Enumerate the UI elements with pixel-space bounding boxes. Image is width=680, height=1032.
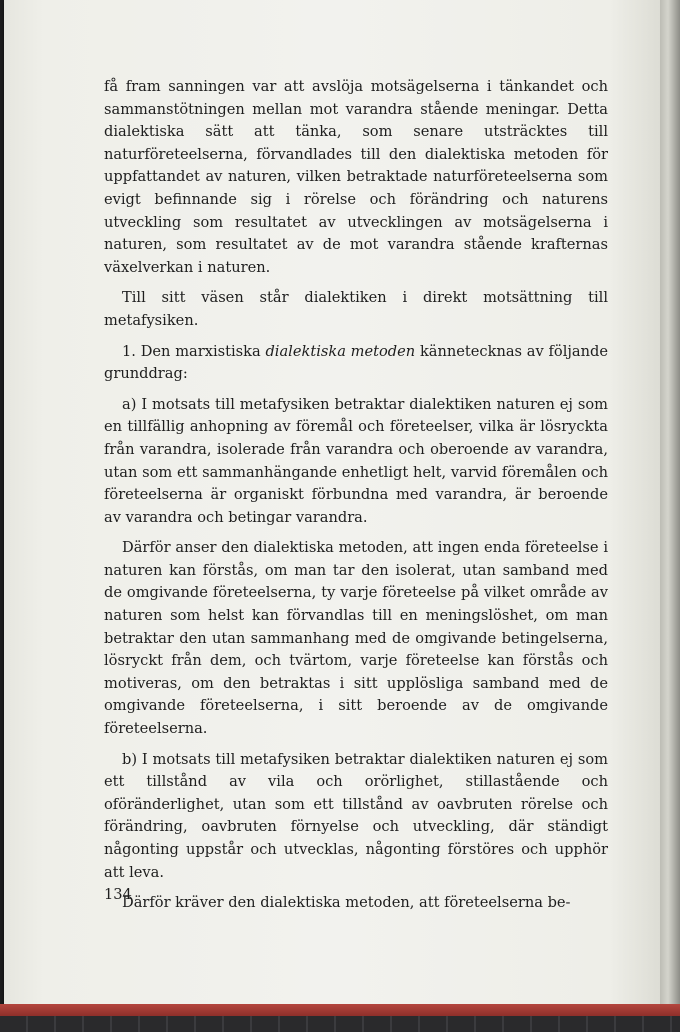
paragraph-numbered [104,341,608,386]
book-cover-edge [0,1004,680,1016]
paragraph-text: kännetecknas av följande grunddrag: [104,342,608,383]
paragraph: Därför anser den dialektiska metoden, att ingen enda företeelse i naturen kan förstås, om man tar den isolerat, utan samband med de omgivande företeelserna, ty varje företeelse på vilket område av naturen som helst kan förvandlas till en meningslöshet, om man betraktar den utan sammanhang med de omgivande betingelserna, lösryckt från dem, och tvärtom, varje företeelse kan förstås och motiveras, om den betraktas i sitt upplösliga samband med de omgivande företeelserna, i sitt beroende av de omgivande företeelserna. [104,539,608,738]
paragraph: Till sitt väsen står dialektiken i direkt motsättning till metafysiken. [104,289,608,329]
emphasis-term: dialektiska metoden [265,342,416,360]
paragraph-text: 1. Den marxistiska [122,342,266,360]
page-number: 134 [104,886,132,903]
body-text [104,76,608,915]
paragraph: Därför kräver den dialektiska metoden, att företeelserna be- [122,894,571,912]
paragraph: a) I motsats till metafysiken betraktar dialektiken naturen ej som en tillfällig anhopning av föremål och företeelser, vilka är lösryckta från varandra, isolerade från varandra och oberoende av varandra, utan som ett sammanhängande enhetligt helt, varvid föremålen och företeelserna är organiskt förbundna med varandra, är beroende av varandra och betingar varandra. [104,395,608,526]
paragraph: få fram sanningen var att avslöja motsägelserna i tänkandet och sammanstötningen mellan mot varandra stående meningar. Detta dialektiska sätt att tänka, som senare utsträcktes till naturföreteelserna, förvandlades till den dialektiska metoden för uppfattandet av naturen, vilken betraktade naturföreteelserna som evigt befinnande sig i rörelse och förändring och naturens utveckling som resultatet av utvecklingen av motsägelserna i naturen, som resultatet av de mot varandra stående krafternas växelverkan i naturen. [104,78,608,276]
background-surface [0,1016,680,1032]
page-edge [660,0,680,1010]
paragraph: b) I motsats till metafysiken betraktar dialektiken naturen ej som ett tillstånd av vila och orörlighet, stillastående och oföränderlighet, utan som ett tillstånd av oavbruten rörelse och förändring, oavbruten förnyelse och utveckling, där ständigt någonting uppstår och utvecklas, någonting förstöres och upphör att leva. [104,750,608,881]
